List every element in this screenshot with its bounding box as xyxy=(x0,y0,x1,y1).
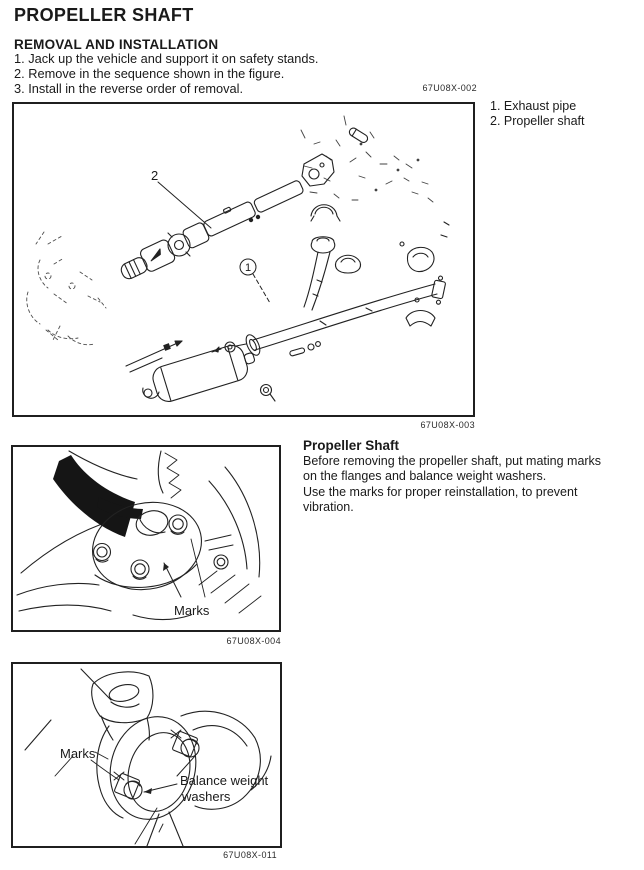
callout-1-label: 1 xyxy=(245,262,252,274)
exploded-view-drawing xyxy=(14,104,473,415)
step-3: 3. Install in the reverse order of removal. xyxy=(14,80,244,96)
mating-marks-figure xyxy=(11,445,281,632)
figure-legend xyxy=(490,99,585,129)
marks-label: Marks xyxy=(60,746,96,761)
procedure-steps xyxy=(14,52,318,96)
propeller-shaft-note xyxy=(303,438,601,515)
figure-code-below-main: 67U08X-003 xyxy=(420,420,475,430)
step-2: 2. Remove in the sequence shown in the figure. xyxy=(14,65,285,81)
balance-weight-label-line2: washers xyxy=(182,789,231,804)
page-title: PROPELLER SHAFT xyxy=(14,5,194,25)
callout-2-label: 2 xyxy=(151,168,159,183)
balance-washers-drawing xyxy=(13,664,280,846)
exploded-view-figure xyxy=(12,102,475,417)
step-1: 1. Jack up the vehicle and support it on safety stands. xyxy=(14,51,319,66)
figure-code-washers: 67U08X-011 xyxy=(223,850,277,860)
note-line: Before removing the propeller shaft, put mating marks xyxy=(303,454,602,468)
mating-marks-drawing xyxy=(13,447,279,630)
figure-code-above-main: 67U08X-002 xyxy=(422,83,477,93)
balance-weight-label-line1: Balance weight xyxy=(180,773,269,788)
note-line: vibration. xyxy=(303,499,354,514)
figure-code-marks: 67U08X-004 xyxy=(226,636,281,646)
legend-item-exhaust-pipe: 1. Exhaust pipe xyxy=(490,99,577,113)
note-line: on the flanges and balance weight washers. xyxy=(303,469,547,484)
balance-washers-figure xyxy=(11,662,282,848)
note-line: Use the marks for proper reinstallation, to prevent xyxy=(303,484,578,499)
note-heading: Propeller Shaft xyxy=(303,438,400,453)
marks-label: Marks xyxy=(174,603,210,618)
section-heading: REMOVAL AND INSTALLATION xyxy=(14,37,219,52)
legend-item-propeller-shaft: 2. Propeller shaft xyxy=(490,114,585,128)
